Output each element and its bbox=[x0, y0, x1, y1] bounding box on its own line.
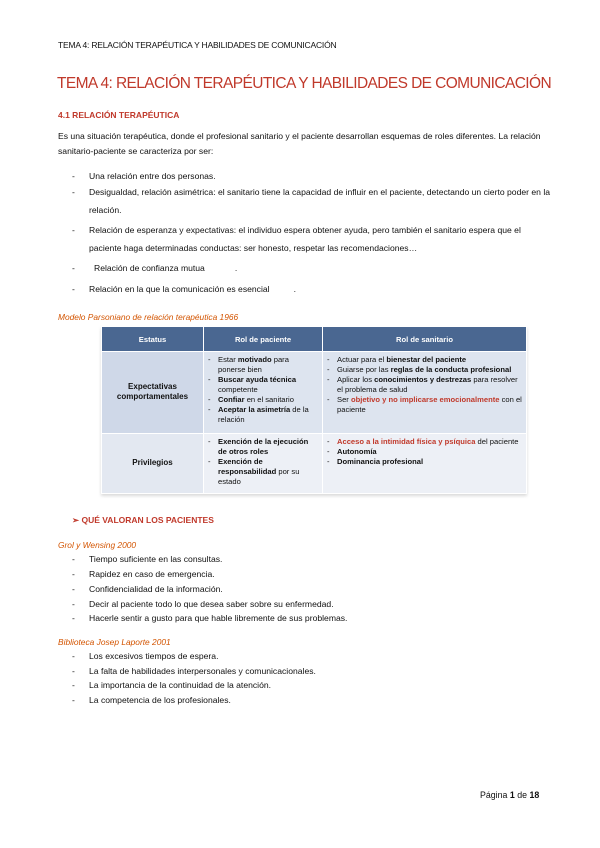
cell-emphasis: reglas de la conducta profesional bbox=[390, 365, 512, 374]
patients-section-heading: ➢ QUÉ VALORAN LOS PACIENTES bbox=[72, 515, 214, 525]
cell-text: del paciente bbox=[475, 436, 519, 446]
source-label: Biblioteca Josep Laporte 2001 bbox=[58, 637, 171, 647]
list-item: - Decir al paciente todo lo que desea saber sobre su enfermedad. bbox=[72, 599, 334, 609]
cell-text: en el sanitario bbox=[244, 395, 294, 404]
status-cell: Expectativas comportamentales bbox=[102, 352, 204, 434]
cell-text: Actuar para el bbox=[337, 355, 387, 364]
sanitary-role-cell bbox=[323, 352, 527, 434]
cell-emphasis: objetivo y no implicarse emocionalmente bbox=[350, 395, 500, 404]
header-patient-role: Rol de paciente bbox=[204, 327, 323, 352]
list-item: - La falta de habilidades interpersonales y comunicacionales. bbox=[72, 666, 316, 676]
table-row bbox=[102, 433, 527, 493]
cell-emphasis: Dominancia profesional bbox=[337, 456, 424, 466]
list-item: - Desigualdad, relación asimétrica: el sanitario tiene la capacidad de influir en el paciente, detectando un cierto poder en la relación. bbox=[72, 187, 551, 215]
list-item: - La competencia de los profesionales. bbox=[72, 695, 231, 705]
cell-text: para resolver el problema de salud bbox=[337, 375, 518, 394]
list-item: - Relación de esperanza y expectativas: el individuo espera obtener ayuda, pero también el sanitario espera que el paciente haga determinadas conductas: ser honesto, respetar las recomendaciones… bbox=[72, 225, 521, 253]
cell-list-item bbox=[327, 395, 522, 415]
cell-emphasis: bienestar del paciente bbox=[386, 355, 467, 364]
table-caption: Modelo Parsoniano de relación terapéutica 1966 bbox=[58, 312, 239, 322]
cell-list-item bbox=[208, 395, 318, 405]
cell-list-item bbox=[208, 375, 318, 395]
cell-emphasis: Exención de la ejecución de otros roles bbox=[218, 436, 309, 456]
cell-list-item bbox=[208, 457, 318, 487]
cell-list-item bbox=[327, 437, 522, 447]
header-status: Estatus bbox=[102, 327, 204, 352]
cell-list-item bbox=[208, 437, 318, 457]
cell-emphasis: conocimientos y destrezas bbox=[374, 375, 472, 384]
cell-emphasis: Autonomía bbox=[337, 446, 377, 456]
cell-text: de la relación bbox=[218, 405, 309, 424]
patient-role-cell bbox=[204, 352, 323, 434]
page-number: Página 1 de 18 bbox=[480, 790, 540, 800]
cell-text: competente bbox=[218, 385, 258, 394]
list-item: - Relación en la que la comunicación es esencial . bbox=[72, 284, 296, 294]
cell-list-item bbox=[327, 457, 522, 467]
cell-text: con el paciente bbox=[337, 395, 522, 414]
cell-emphasis: Confiar bbox=[218, 395, 245, 404]
table-row bbox=[102, 352, 527, 434]
cell-text: Estar bbox=[218, 355, 238, 364]
cell-emphasis: Exención de responsabilidad bbox=[218, 456, 277, 476]
cell-list-item bbox=[208, 355, 318, 375]
cell-list-item bbox=[327, 365, 522, 375]
list-item: - Tiempo suficiente en las consultas. bbox=[72, 554, 223, 564]
cell-text: Ser bbox=[337, 395, 351, 404]
cell-list-item bbox=[208, 405, 318, 425]
cell-text: Guiarse por las bbox=[337, 365, 391, 374]
cell-text: Aplicar los bbox=[337, 375, 375, 384]
status-cell: Privilegios bbox=[102, 433, 204, 493]
list-item: - La importancia de la continuidad de la atención. bbox=[72, 680, 272, 690]
list-item: - Confidencialidad de la información. bbox=[72, 584, 223, 594]
cell-list-item bbox=[327, 375, 522, 395]
cell-text: para ponerse bien bbox=[218, 355, 289, 374]
intro-paragraph: Es una situación terapéutica, donde el profesional sanitario y el paciente desarrollan esquemas de roles diferentes. La relación sanitario-paciente se caracteriza por ser: bbox=[58, 131, 541, 156]
list-item: - Relación de confianza mutua . bbox=[72, 263, 238, 273]
source-label: Grol y Wensing 2000 bbox=[58, 540, 137, 550]
parsonian-model-table bbox=[101, 326, 527, 494]
cell-emphasis: motivado bbox=[237, 355, 272, 364]
list-item: - Los excesivos tiempos de espera. bbox=[72, 651, 219, 661]
cell-emphasis: Acceso a la intimidad física y psíquica bbox=[337, 436, 476, 446]
running-header: TEMA 4: RELACIÓN TERAPÉUTICA Y HABILIDADES DE COMUNICACIÓN bbox=[58, 40, 337, 50]
list-item: - Una relación entre dos personas. bbox=[72, 171, 216, 181]
cell-emphasis: Buscar ayuda técnica bbox=[218, 375, 297, 384]
section-heading: 4.1 RELACIÓN TERAPÉUTICA bbox=[58, 110, 180, 120]
cell-emphasis: Aceptar la asimetría bbox=[218, 405, 291, 414]
cell-list-item bbox=[327, 355, 522, 365]
cell-list-item bbox=[327, 447, 522, 457]
patient-role-cell bbox=[204, 433, 323, 493]
header-sanitary-role: Rol de sanitario bbox=[323, 327, 527, 352]
sanitary-role-cell bbox=[323, 433, 527, 493]
cell-text: por su estado bbox=[218, 466, 300, 486]
list-item: - Rapidez en caso de emergencia. bbox=[72, 569, 215, 579]
list-item: - Hacerle sentir a gusto para que hable libremente de sus problemas. bbox=[72, 613, 348, 623]
page-title: TEMA 4: RELACIÓN TERAPÉUTICA Y HABILIDADES DE COMUNICACIÓN bbox=[57, 75, 552, 92]
